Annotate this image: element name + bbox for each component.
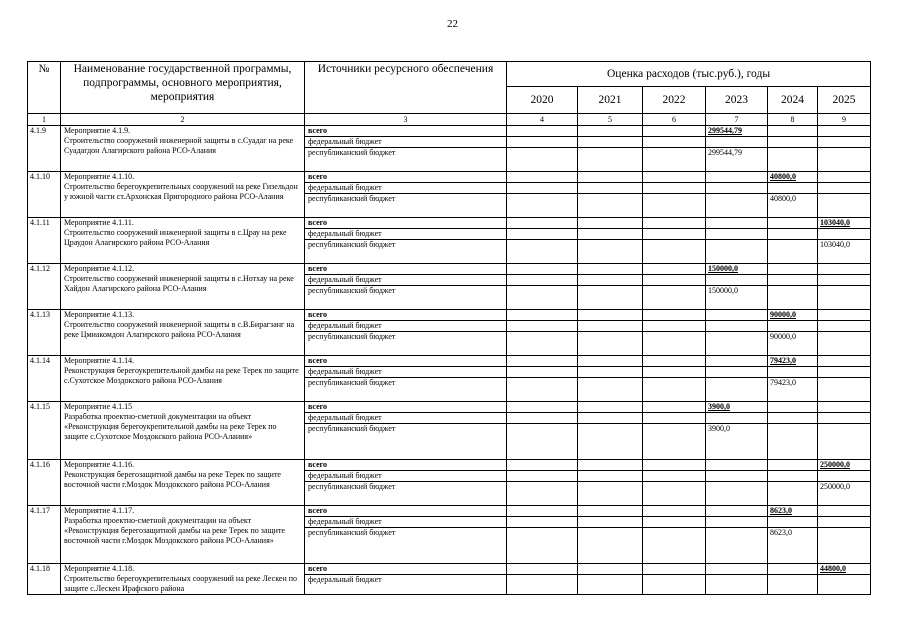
value-cell [818,471,871,482]
value-cell [578,218,643,229]
header-year: 2021 [578,87,643,114]
value-cell [768,413,818,424]
value-cell [507,378,578,402]
value-cell [643,367,706,378]
value-cell [643,310,706,321]
value-cell [643,240,706,264]
value-cell [818,356,871,367]
value-cell [706,471,768,482]
value-cell [768,264,818,275]
value-cell [818,137,871,148]
value-cell [818,229,871,240]
column-number: 8 [768,114,818,126]
source-label: федеральный бюджет [305,413,507,424]
table-row [28,172,871,183]
source-label: федеральный бюджет [305,275,507,286]
item-description: Строительство сооружений инженерной защиты в с.В.Бирагзанг на реке Цмиакомдон Алагирского района РСО-Алания [64,320,295,339]
value-cell [818,126,871,137]
column-number: 4 [507,114,578,126]
item-title: Мероприятие 4.1.15 [64,402,133,411]
value-cell [706,194,768,218]
value-cell [706,332,768,356]
header-estimate: Оценка расходов (тыс.руб.), годы [507,62,871,87]
value-cell [706,460,768,471]
value-cell [643,286,706,310]
value-cell [507,194,578,218]
value-cell [507,240,578,264]
value-cell [706,137,768,148]
value-cell [768,137,818,148]
value-cell [818,424,871,460]
value-cell [818,367,871,378]
value-cell [643,424,706,460]
source-label: федеральный бюджет [305,367,507,378]
value-cell: 90000,0 [768,332,818,356]
table-row [28,506,871,517]
source-label: всего [305,218,507,229]
value-cell [507,310,578,321]
item-number: 4.1.12 [28,264,61,310]
value-cell [706,564,768,575]
value-cell [706,229,768,240]
value-cell [507,506,578,517]
table-row [28,218,871,229]
value-cell [768,367,818,378]
item-name [61,460,305,506]
value-cell [578,575,643,595]
item-description: Строительство сооружений инженерной защиты в с.Црау на реке Цраудон Алагирского района РСО-Алания [64,228,287,247]
value-cell [578,367,643,378]
column-number: 1 [28,114,61,126]
value-cell [706,517,768,528]
value-cell [768,240,818,264]
value-cell [643,460,706,471]
source-label: всего [305,564,507,575]
item-title: Мероприятие 4.1.9. [64,126,131,135]
value-cell [768,321,818,332]
value-cell [768,229,818,240]
value-cell: 299544,79 [706,148,768,172]
value-cell [706,310,768,321]
value-cell: 299544,79 [706,126,768,137]
source-label: республиканский бюджет [305,240,507,264]
column-number: 6 [643,114,706,126]
value-cell [507,183,578,194]
item-name [61,172,305,218]
value-cell [578,402,643,413]
value-cell: 90000,0 [768,310,818,321]
source-label: всего [305,126,507,137]
resource-table [27,61,871,595]
item-number: 4.1.10 [28,172,61,218]
value-cell [578,517,643,528]
value-cell [507,218,578,229]
table-row [28,126,871,137]
value-cell [578,194,643,218]
value-cell [768,183,818,194]
item-title: Мероприятие 4.1.11. [64,218,134,227]
value-cell [643,413,706,424]
value-cell [578,240,643,264]
source-label: республиканский бюджет [305,194,507,218]
value-cell [706,378,768,402]
value-cell [507,517,578,528]
item-description: Строительство берегоукрепительных сооружений на реке Гизельдон у южной части ст.Архонская Пригородного района РСО-Алания [64,182,298,201]
value-cell [507,148,578,172]
value-cell [643,148,706,172]
table-row [28,402,871,413]
value-cell [578,275,643,286]
value-cell [768,424,818,460]
value-cell [578,378,643,402]
item-name [61,356,305,402]
table-row [28,264,871,275]
source-label: республиканский бюджет [305,528,507,564]
header-year: 2024 [768,87,818,114]
item-number: 4.1.16 [28,460,61,506]
value-cell [706,528,768,564]
value-cell: 79423,0 [768,378,818,402]
table-row [28,310,871,321]
value-cell [643,172,706,183]
source-label: республиканский бюджет [305,482,507,506]
item-title: Мероприятие 4.1.16. [64,460,135,469]
value-cell [818,310,871,321]
item-description: Разработка проектно-сметной документации на объект «Реконструкция берегоукрепительной дамбы на реке Терек по защите с.Сухотское Моздокского района РСО-Алания» [64,412,277,441]
value-cell [818,264,871,275]
column-number: 9 [818,114,871,126]
value-cell [643,528,706,564]
value-cell [643,506,706,517]
value-cell [768,402,818,413]
value-cell [507,471,578,482]
value-cell [818,194,871,218]
item-name [61,264,305,310]
source-label: республиканский бюджет [305,148,507,172]
value-cell [578,183,643,194]
value-cell [643,218,706,229]
value-cell [706,321,768,332]
item-description: Реконструкция берегоукрепительной дамбы на реке Терек по защите с.Сухотское Моздокского района РСО-Алания [64,366,299,385]
value-cell [578,356,643,367]
value-cell: 250000,0 [818,460,871,471]
table-row [28,564,871,575]
value-cell [507,321,578,332]
value-cell [507,575,578,595]
value-cell [768,564,818,575]
value-cell [818,148,871,172]
value-cell [578,172,643,183]
value-cell [507,482,578,506]
value-cell [507,275,578,286]
value-cell [578,229,643,240]
value-cell [643,275,706,286]
value-cell [706,413,768,424]
value-cell [706,506,768,517]
value-cell [768,471,818,482]
value-cell [643,378,706,402]
value-cell [507,286,578,310]
item-number: 4.1.11 [28,218,61,264]
value-cell [643,321,706,332]
header-source: Источники ресурсного обеспечения [305,62,507,114]
value-cell: 103040,0 [818,218,871,229]
value-cell [706,240,768,264]
value-cell: 3900,0 [706,424,768,460]
value-cell: 3900,0 [706,402,768,413]
value-cell [507,424,578,460]
value-cell [768,275,818,286]
value-cell [643,137,706,148]
value-cell [578,286,643,310]
value-cell [578,424,643,460]
source-label: всего [305,172,507,183]
value-cell [706,218,768,229]
item-name [61,310,305,356]
value-cell [643,264,706,275]
value-cell [818,528,871,564]
column-number-row [28,114,871,126]
source-label: федеральный бюджет [305,321,507,332]
value-cell [578,137,643,148]
value-cell [818,378,871,402]
table-body [28,126,871,595]
value-cell [643,482,706,506]
column-number: 2 [61,114,305,126]
item-number: 4.1.9 [28,126,61,172]
value-cell [643,564,706,575]
item-description: Строительство сооружений инженерной защиты в с.Нотхау на реке Хайдон Алагирского района РСО-Алания [64,274,294,293]
value-cell [818,275,871,286]
source-label: всего [305,310,507,321]
source-label: всего [305,264,507,275]
column-number: 5 [578,114,643,126]
source-label: федеральный бюджет [305,229,507,240]
page-number: 22 [447,18,458,30]
value-cell [578,506,643,517]
item-description: Разработка проектно-сметной документации на объект «Реконструкция берегозащитной дамбы на реке Терек по защите восточной части г.Моздок Моздокского района РСО-Алания» [64,516,285,545]
value-cell [818,286,871,310]
value-cell [768,286,818,310]
value-cell [507,413,578,424]
source-label: всего [305,460,507,471]
source-label: всего [305,356,507,367]
value-cell [818,402,871,413]
value-cell [507,172,578,183]
value-cell: 150000,0 [706,286,768,310]
value-cell [507,264,578,275]
value-cell: 40800,0 [768,194,818,218]
source-label: всего [305,402,507,413]
value-cell [818,332,871,356]
value-cell: 8623,0 [768,528,818,564]
item-name [61,218,305,264]
header-year: 2022 [643,87,706,114]
item-description: Строительство сооружений инженерной защиты в с.Суадаг на реке Суадагдон Алагирского района РСО-Алания [64,136,294,155]
value-cell [818,172,871,183]
value-cell [507,460,578,471]
value-cell [768,517,818,528]
value-cell [578,148,643,172]
source-label: федеральный бюджет [305,471,507,482]
item-title: Мероприятие 4.1.13. [64,310,135,319]
source-label: всего [305,506,507,517]
value-cell [507,356,578,367]
value-cell [818,506,871,517]
value-cell [507,229,578,240]
value-cell [578,321,643,332]
value-cell [643,356,706,367]
source-label: республиканский бюджет [305,286,507,310]
value-cell [507,126,578,137]
value-cell [706,172,768,183]
header-year: 2023 [706,87,768,114]
item-description: Строительство берегоукрепительных сооружений на реке Лескен по защите с.Лескен Ирафского района [64,574,297,593]
item-title: Мероприятие 4.1.10. [64,172,135,181]
value-cell [706,482,768,506]
value-cell: 103040,0 [818,240,871,264]
value-cell [643,194,706,218]
source-label: федеральный бюджет [305,137,507,148]
value-cell [578,126,643,137]
value-cell [818,413,871,424]
item-title: Мероприятие 4.1.14. [64,356,135,365]
value-cell [507,137,578,148]
item-title: Мероприятие 4.1.12. [64,264,135,273]
value-cell [768,482,818,506]
value-cell [706,356,768,367]
value-cell: 250000,0 [818,482,871,506]
value-cell [507,332,578,356]
source-label: федеральный бюджет [305,183,507,194]
value-cell [578,460,643,471]
value-cell [578,332,643,356]
source-label: республиканский бюджет [305,332,507,356]
value-cell: 150000,0 [706,264,768,275]
value-cell [818,575,871,595]
value-cell [818,183,871,194]
value-cell [578,413,643,424]
value-cell [818,517,871,528]
value-cell [768,218,818,229]
value-cell [768,460,818,471]
item-name [61,126,305,172]
value-cell [768,126,818,137]
value-cell [507,402,578,413]
value-cell [507,367,578,378]
header-year: 2020 [507,87,578,114]
column-number: 7 [706,114,768,126]
value-cell [507,564,578,575]
item-number: 4.1.17 [28,506,61,564]
item-number: 4.1.15 [28,402,61,460]
value-cell [643,126,706,137]
value-cell [643,517,706,528]
value-cell [578,482,643,506]
header-name: Наименование государственной программы, подпрограммы, основного мероприятия, мероприятия [61,62,305,114]
value-cell: 8623,0 [768,506,818,517]
value-cell [706,275,768,286]
table-row [28,356,871,367]
item-title: Мероприятие 4.1.18. [64,564,135,573]
value-cell: 44800,0 [818,564,871,575]
value-cell [643,183,706,194]
item-name [61,506,305,564]
value-cell [578,564,643,575]
value-cell [507,528,578,564]
item-description: Реконструкция берегозащитной дамбы на реке Терек по защите восточной части г.Моздок Моздокского района РСО-Алания [64,470,281,489]
source-label: республиканский бюджет [305,378,507,402]
table-row [28,460,871,471]
value-cell: 40800,0 [768,172,818,183]
value-cell [643,229,706,240]
value-cell [578,310,643,321]
item-number: 4.1.18 [28,564,61,595]
value-cell [578,471,643,482]
item-title: Мероприятие 4.1.17. [64,506,135,515]
value-cell [643,575,706,595]
item-name [61,564,305,595]
value-cell: 79423,0 [768,356,818,367]
value-cell [818,321,871,332]
source-label: федеральный бюджет [305,517,507,528]
column-number: 3 [305,114,507,126]
source-label: федеральный бюджет [305,575,507,595]
value-cell [706,183,768,194]
header-year: 2025 [818,87,871,114]
value-cell [578,528,643,564]
item-number: 4.1.14 [28,356,61,402]
value-cell [643,402,706,413]
value-cell [643,471,706,482]
value-cell [578,264,643,275]
value-cell [643,332,706,356]
value-cell [706,575,768,595]
value-cell [768,148,818,172]
item-name [61,402,305,460]
item-number: 4.1.13 [28,310,61,356]
header-num: № [28,62,61,114]
source-label: республиканский бюджет [305,424,507,460]
value-cell [768,575,818,595]
value-cell [706,367,768,378]
